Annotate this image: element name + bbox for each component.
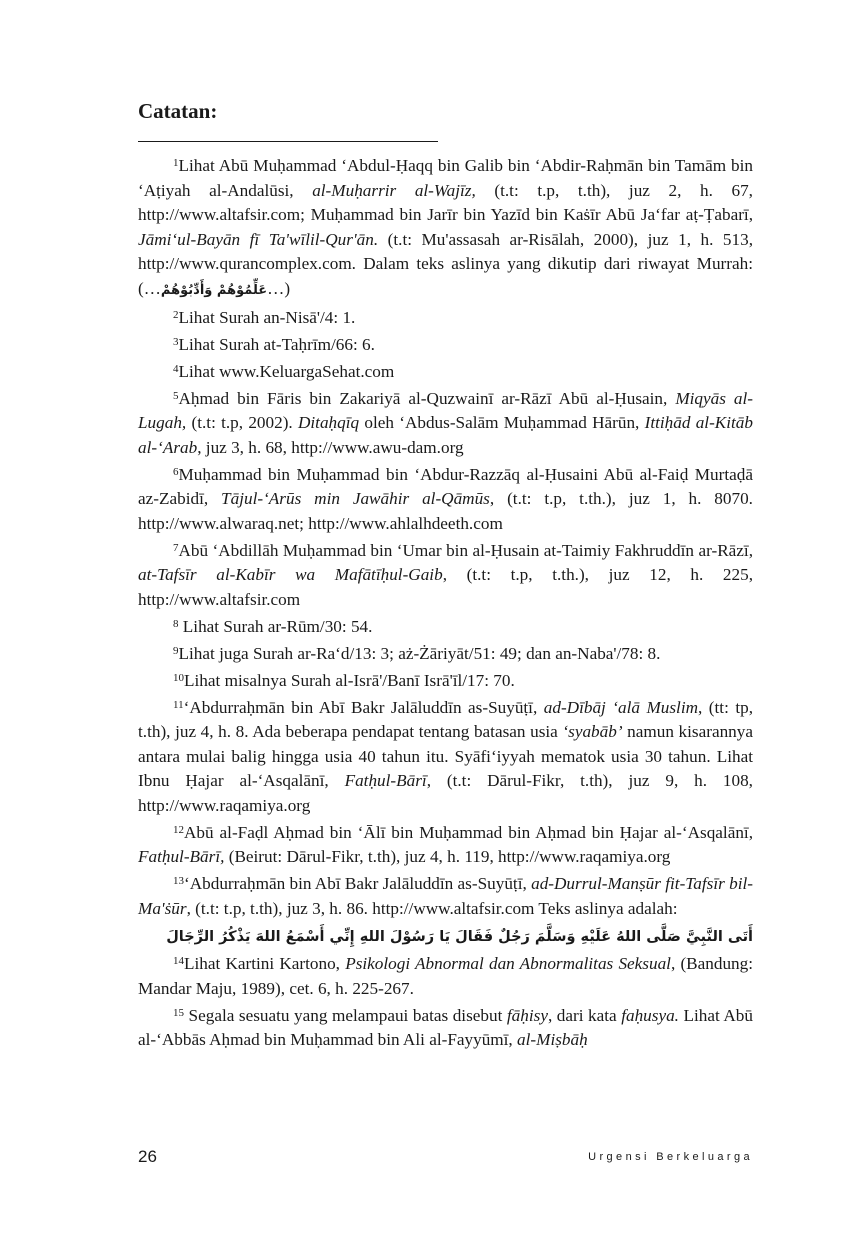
footnote-number: 2 <box>173 308 179 321</box>
footnote-number: 3 <box>173 335 179 348</box>
running-footer-title: Urgensi Berkeluarga <box>588 1151 753 1163</box>
footnote-12: $^{12}$Abū al-Faḍl Aḥmad bin ‘Ālī bin Muḥammad bin Aḥmad bin Ḥajar al-‘Asqalānī, Fatḥul-Bārī, (Beirut: Dārul-Fikr, t.th), juz 4, h. 119, http://www.raqamiya.org <box>138 822 753 866</box>
page-number: 26 <box>138 1147 157 1166</box>
footnote-number: 5 <box>173 389 179 402</box>
footnote-10: $^{10}$Lihat misalnya Surah al-Isrā'/Banī Isrā'īl/17: 70. <box>173 670 515 690</box>
footnote-number: 12 <box>173 823 184 836</box>
footnote-6: $^6$Muḥammad bin Muḥammad bin ‘Abdur-Razzāq al-Ḥusaini Abū al-Faiḍ Murtaḍā az-Zabidī, Tājul-‘Arūs min Jawāhir al-Qāmūs, (t.t: t.p, t.th.), juz 1, h. 8070. http://www.alwaraq.net; http://www.ahlalhdeeth.com <box>138 464 753 533</box>
footnote-number: 6 <box>173 465 179 478</box>
footnote-11: $^{11}$‘Abdurraḥmān bin Abī Bakr Jalāluddīn as-Suyūṭī, ad-Dībāj ‘alā Muslim, (tt: tp, t.th), juz 4, h. 8. Ada beberapa pendapat tentang batasan usia ‘syabāb’ namun kisarannya antara mulai balig hingga usia 40 tahun itu. Syāfi‘iyyah mematok usia 30 tahun. Lihat Ibnu Ḥajar al-‘Asqalānī, Fatḥul-Bārī, (t.t: Dārul-Fikr, t.th), juz 9, h. 108, http://www.raqamiya.org <box>138 697 754 815</box>
footnote-14: $^{14}$Lihat Kartini Kartono, Psikologi Abnormal dan Abnormalitas Seksual, (Bandung: Mandar Maju, 1989), cet. 6, h. 225-267. <box>138 954 754 998</box>
footnote-number: 4 <box>173 362 179 375</box>
section-heading: Catatan: <box>138 99 218 123</box>
footnote-number: 1 <box>173 157 179 169</box>
footnote-number: 14 <box>173 955 184 967</box>
footnote-1: $^1$Lihat Abū Muḥammad ‘Abdul-Ḥaqq bin Galib bin ‘Abdir-Raḥmān bin Tamām bin ‘Aṭiyah al-Andalūsi, al-Muḥarrir al-Wajīz, (t.t: t.p, t.th), juz 2, h. 67, http://www.altafsir.com; Muḥammad bin Jarīr bin Yazīd bin Kaṡīr Abū Ja‘far aṭ-Ṭabarī, Jāmi‘ul-Bayān fī Ta'wīlil-Qur'ān. (t.t: Mu'assasah ar-Risālah, 2000), juz 1, h. 513, http://www.qurancomplex.com. Dalam teks aslinya yang dikutip dari riwayat Murrah: (…عَلِّمُوْهُمْ وَأَدِّبُوْهُمْ…) <box>138 156 753 298</box>
footnotes <box>138 154 753 1055</box>
footnote-number: 13 <box>173 875 184 887</box>
footnote-number: 11 <box>173 698 184 711</box>
footnote-number: 8 <box>173 617 179 630</box>
arabic-quote: عَلِّمُوْهُمْ وَأَدِّبُوْهُمْ <box>160 282 268 298</box>
arabic-quote-block: أَتَى النَّبِيَّ صَلَّى اللهُ عَلَيْهِ وَسَلَّمَ رَجُلٌ فَقَالَ يَا رَسُوْلَ اللهِ إِنِّي أَسْمَعُ اللهَ يَذْكُرُ الرِّجَالَ <box>166 928 753 945</box>
footnote-4: $^4$Lihat www.KeluargaSehat.com <box>173 361 395 381</box>
footnote-number: 7 <box>173 541 179 554</box>
footnote-3: $^3$Lihat Surah at-Taḥrīm/66: 6. <box>173 334 375 354</box>
footnote-15: $^{15}$ Segala sesuatu yang melampaui batas disebut fāḥisy, dari kata faḥusya. Lihat Abū al-‘Abbās Aḥmad bin Muḥammad bin Ali al-Fayyūmī, al-Miṣbāḥ <box>138 1005 753 1049</box>
footnote-13: $^{13}$‘Abdurraḥmān bin Abī Bakr Jalāluddīn as-Suyūṭī, ad-Durrul-Manṣūr fit-Tafsīr bil-Ma'ṡūr, (t.t: t.p, t.th), juz 3, h. 86. http://www.altafsir.com Teks aslinya adalah: <box>138 874 753 918</box>
footnote-9: $^9$Lihat juga Surah ar-Ra‘d/13: 3; aż-Żāriyāt/51: 49; dan an-Naba'/78: 8. <box>173 643 661 663</box>
footnote-number: 10 <box>173 671 184 684</box>
footnote-number: 9 <box>173 644 179 657</box>
heading-rule <box>138 141 438 142</box>
footnote-7: $^7$Abū ‘Abdillāh Muḥammad bin ‘Umar bin al-Ḥusain at-Taimiy Fakhruddīn ar-Rāzī, at-Tafsīr al-Kabīr wa Mafātīḥul-Gaib, (t.t: t.p, t.th.), juz 12, h. 225, http://www.altafsir.com <box>138 540 753 609</box>
footnote-number: 15 <box>173 1006 184 1019</box>
footnote-2: $^2$Lihat Surah an-Nisā'/4: 1. <box>173 307 356 327</box>
footnote-5: $^5$Aḥmad bin Fāris bin Zakariyā al-Quzwainī ar-Rāzī Abū al-Ḥusain, Miqyās al-Lugah, (t.t: t.p, 2002). Ditaḥqīq oleh ‘Abdus-Salām Muḥammad Hārūn, Ittiḥād al-Kitāb al-‘Arab, juz 3, h. 68, http://www.awu-dam.org <box>138 388 753 457</box>
footnote-8: $^8$ Lihat Surah ar-Rūm/30: 54. <box>173 616 373 636</box>
